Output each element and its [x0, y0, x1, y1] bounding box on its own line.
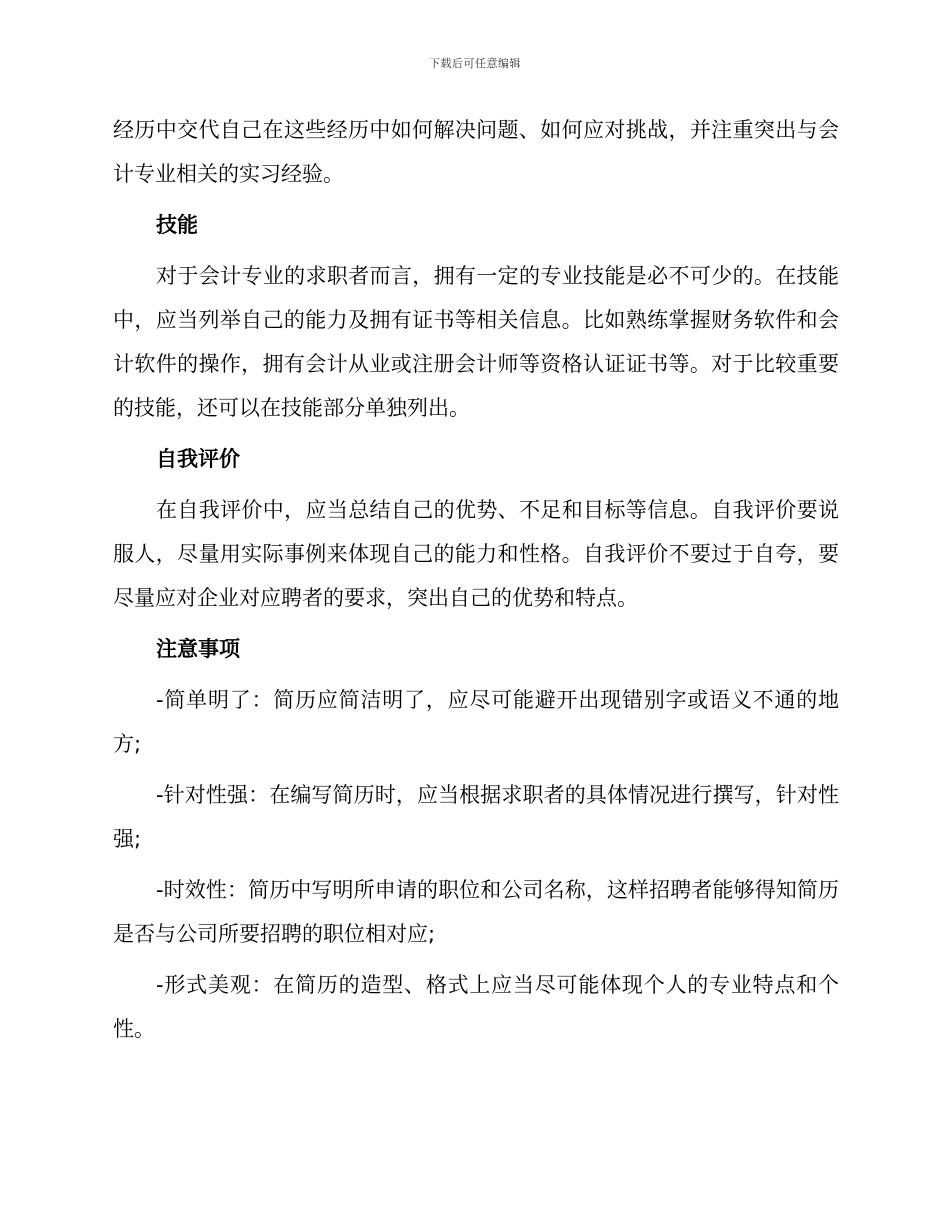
note-item-concise: -简单明了：简历应简洁明了，应尽可能避开出现错别字或语义不通的地方;: [113, 688, 839, 756]
section-heading-notes: 注意事项: [156, 637, 240, 661]
paragraph-self-evaluation: 在自我评价中，应当总结自己的优势、不足和目标等信息。自我评价要说服人，尽量用实际事例来体现自己的能力和性格。自我评价不要过于自夸，要尽量应对企业对应聘者的要求，突出自己的优势和特点。: [113, 498, 839, 610]
section-heading-self-evaluation: 自我评价: [156, 447, 240, 471]
paragraph-skills: 对于会计专业的求职者而言，拥有一定的专业技能是必不可少的。在技能中，应当列举自己的能力及拥有证书等相关信息。比如熟练掌握财务软件和会计软件的操作，拥有会计从业或注册会计师等资格认证证书等。对于比较重要的技能，还可以在技能部分单独列出。: [113, 264, 839, 420]
page-header: 下载后可任意编辑: [429, 57, 521, 70]
document-body: [113, 108, 839, 1058]
note-item-timeliness: -时效性：简历中写明所申请的职位和公司名称，这样招聘者能够得知简历是否与公司所要招聘的职位相对应;: [113, 878, 839, 946]
paragraph-intro-continued: 经历中交代自己在这些经历中如何解决问题、如何应对挑战，并注重突出与会计专业相关的实习经验。: [113, 118, 839, 186]
note-item-targeted: -针对性强：在编写简历时，应当根据求职者的具体情况进行撰写，针对性强;: [113, 783, 839, 851]
section-heading-skills: 技能: [156, 213, 198, 237]
note-item-appearance: -形式美观：在简历的造型、格式上应当尽可能体现个人的专业特点和个性。: [113, 973, 839, 1041]
